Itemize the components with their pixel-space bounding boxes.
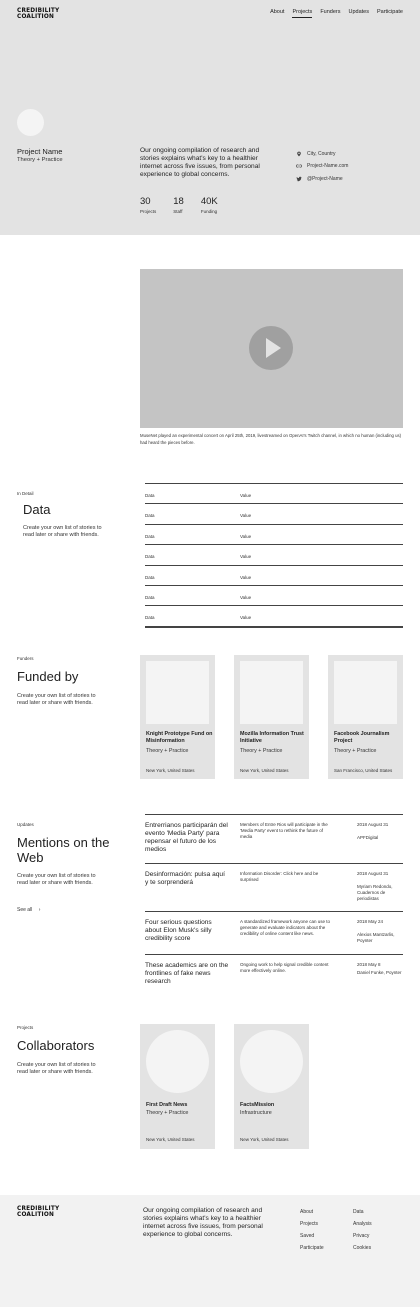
mention-item[interactable]	[145, 911, 403, 953]
footer-link-privacy[interactable]: Privacy	[353, 1233, 370, 1239]
collaborator-subtitle: Infrastructure	[240, 1110, 272, 1116]
funder-title: Facebook Journalism Project	[334, 731, 390, 744]
mention-title[interactable]: Four serious questions about Elon Musk's silly credibility score	[145, 919, 212, 942]
funder-location: San Francisco, United States	[334, 768, 393, 773]
see-all-label: See all	[17, 907, 33, 913]
project-avatar	[17, 109, 44, 136]
brand-line-2: COALITION	[17, 13, 55, 20]
location-pin-icon	[296, 151, 302, 157]
mention-source: Alexios Mantzarlis, Poynter	[357, 932, 395, 943]
data-value: Value	[240, 513, 252, 519]
collaborator-location: New York, United States	[146, 1137, 195, 1142]
stat-label: Staff	[173, 209, 183, 214]
nav-item-participate[interactable]: Participate	[377, 9, 403, 15]
mention-date: 2018 May 24	[357, 919, 384, 924]
footer-link-about[interactable]: About	[300, 1209, 314, 1215]
data-value: Value	[240, 615, 252, 621]
mention-description: A standardized framework anyone can use to generate and evaluate indicators about the credibility of online content like news.	[240, 919, 331, 936]
mention-item[interactable]	[145, 954, 403, 990]
project-links	[296, 150, 348, 187]
funder-card[interactable]	[234, 655, 309, 779]
data-value: Value	[240, 493, 252, 498]
data-row	[145, 585, 403, 605]
footer	[0, 1195, 420, 1307]
funders-title: Funded by	[17, 669, 79, 684]
location-text: City, Country	[307, 151, 336, 157]
stat-value: 40K	[200, 196, 218, 207]
stat-staff	[173, 196, 184, 214]
mention-title[interactable]: Entrerrianos participarán del evento 'Media Party' para repensar el futuro de los medios	[145, 822, 228, 853]
hero-section	[0, 0, 420, 235]
data-key: Data	[145, 574, 155, 580]
data-eyebrow: In Detail	[17, 491, 34, 496]
data-table-end	[145, 626, 403, 628]
nav-item-about[interactable]: About	[270, 9, 285, 15]
brand-logo[interactable]	[17, 9, 59, 20]
mention-title[interactable]: These academics are on the frontlines of fake news research	[145, 962, 229, 985]
main-nav	[270, 9, 403, 18]
mention-date: 2018 August 31	[357, 871, 389, 876]
collaborator-avatar	[240, 1030, 303, 1093]
data-description: Create your own list of stories to read later or share with friends.	[23, 525, 102, 538]
mention-date: 2018 August 31	[357, 822, 389, 827]
brand-line-1: CREDIBILITY	[17, 1206, 60, 1212]
mention-title[interactable]: Desinformación: pulsa aquí y te sorprenderá	[145, 871, 225, 886]
video-player[interactable]	[140, 269, 403, 428]
collaborator-card[interactable]	[140, 1024, 215, 1149]
see-all-link[interactable]	[17, 907, 40, 913]
website-row[interactable]	[296, 162, 348, 170]
video-caption: MuseNet played an experimental concert on April 25th, 2019, livestreamed on OpenAI's Twitch channel, in which no human (including us) had heard the pieces before.	[140, 433, 402, 445]
brand-line-2: COALITION	[17, 1211, 55, 1218]
mention-description: Members of Entre Rios will participate in the 'Media Party' event to rethink the future of media	[240, 822, 328, 839]
data-value: Value	[240, 533, 252, 539]
project-subtitle: Theory + Practice	[17, 157, 63, 163]
mention-date: 2018 May 8	[357, 962, 381, 967]
twitter-icon	[296, 176, 302, 182]
nav-item-updates[interactable]: Updates	[348, 9, 369, 15]
twitter-handle[interactable]: @Project-Name	[307, 175, 343, 182]
footer-link-analysis[interactable]: Analysis	[353, 1221, 372, 1227]
funder-location: New York, United States	[240, 768, 289, 773]
mention-source: APFDigital	[357, 835, 379, 840]
project-name: Project Name	[17, 147, 63, 156]
mention-item[interactable]	[145, 863, 403, 911]
brand-line-1: CREDIBILITY	[17, 8, 60, 14]
funder-title: Knight Prototype Fund on Misinformation	[146, 731, 213, 744]
funder-title: Mozilla Information Trust Initiative	[240, 731, 304, 744]
collaborator-avatar	[146, 1030, 209, 1093]
mention-source: Myriam Redondo, Cuadernos de periodistas	[357, 884, 393, 901]
data-value: Value	[240, 554, 252, 560]
data-key: Data	[145, 513, 155, 519]
stat-label: Projects	[140, 209, 157, 214]
footer-link-saved[interactable]: Saved	[300, 1233, 315, 1239]
funder-card[interactable]	[328, 655, 403, 779]
funder-subtitle: Theory + Practice	[146, 748, 189, 754]
nav-item-funders[interactable]: Funders	[320, 9, 341, 15]
data-key: Data	[145, 554, 155, 560]
footer-links-primary	[300, 1209, 324, 1257]
mention-description: Ongoing work to help signal credible content more effectively online.	[240, 962, 329, 973]
twitter-row[interactable]	[296, 175, 348, 183]
funders-description: Create your own list of stories to read later or share with friends.	[17, 693, 96, 706]
updates-eyebrow: Updates	[17, 822, 34, 827]
collaborator-title: FactsMission	[240, 1102, 275, 1108]
footer-description: Our ongoing compilation of research and stories explains what's key to a healthier internet across five issues, from personal experience to global concerns.	[143, 1207, 263, 1238]
collaborator-location: New York, United States	[240, 1137, 289, 1142]
footer-logo[interactable]	[17, 1207, 59, 1218]
footer-link-participate[interactable]: Participate	[300, 1245, 324, 1251]
funder-thumbnail	[146, 661, 209, 724]
funder-subtitle: Theory + Practice	[240, 748, 283, 754]
funder-card[interactable]	[140, 655, 215, 779]
data-table	[145, 483, 403, 628]
data-row	[145, 565, 403, 585]
stat-funding	[201, 196, 218, 214]
play-button-icon[interactable]	[249, 326, 293, 370]
collaborator-card[interactable]	[234, 1024, 309, 1149]
data-value: Value	[240, 574, 252, 580]
data-row	[145, 483, 403, 503]
link-icon	[296, 163, 302, 169]
data-key: Data	[145, 615, 155, 621]
stat-label: Funding	[200, 209, 218, 214]
collaborators-title: Collaborators	[17, 1038, 95, 1053]
funder-location: New York, United States	[146, 768, 195, 773]
data-title: Data	[23, 502, 51, 517]
location-row	[296, 150, 348, 158]
collaborators-description: Create your own list of stories to read later or share with friends.	[17, 1062, 96, 1075]
mention-description: Information Disorder: Click here and be surprised	[240, 871, 319, 882]
project-description: Our ongoing compilation of research and stories explains what's key to a healthier internet across five issues, from personal experience to global concerns.	[140, 147, 260, 178]
collaborator-subtitle: Theory + Practice	[146, 1110, 189, 1116]
mention-source: Daniel Funke, Poynter	[357, 970, 402, 975]
collaborators-eyebrow: Projects	[17, 1025, 34, 1030]
funders-eyebrow: Funders	[17, 656, 34, 661]
updates-title: Mentions on the Web	[17, 835, 110, 865]
nav-item-projects[interactable]: Projects	[292, 9, 312, 18]
website-link[interactable]: Project-Name.com	[307, 163, 349, 170]
footer-links-secondary	[353, 1209, 372, 1257]
chevron-right-icon: ›	[38, 907, 41, 913]
data-row	[145, 524, 403, 544]
project-stats	[140, 196, 218, 214]
data-key: Data	[145, 493, 155, 498]
funder-thumbnail	[240, 661, 303, 724]
data-key: Data	[145, 533, 155, 539]
stat-value: 18	[173, 196, 184, 207]
collaborator-title: First Draft News	[146, 1102, 188, 1108]
footer-link-data[interactable]: Data	[353, 1209, 364, 1215]
updates-description: Create your own list of stories to read later or share with friends.	[17, 873, 96, 886]
funder-subtitle: Theory + Practice	[334, 748, 377, 754]
data-row	[145, 544, 403, 564]
data-value: Value	[240, 594, 252, 600]
footer-link-cookies[interactable]: Cookies	[353, 1245, 372, 1251]
stat-value: 30	[140, 196, 151, 207]
data-key: Data	[145, 594, 155, 600]
funder-thumbnail	[334, 661, 397, 724]
mention-item[interactable]	[145, 814, 403, 862]
footer-link-projects[interactable]: Projects	[300, 1221, 319, 1227]
data-row	[145, 503, 403, 523]
stat-projects	[140, 196, 156, 214]
data-row	[145, 605, 403, 625]
